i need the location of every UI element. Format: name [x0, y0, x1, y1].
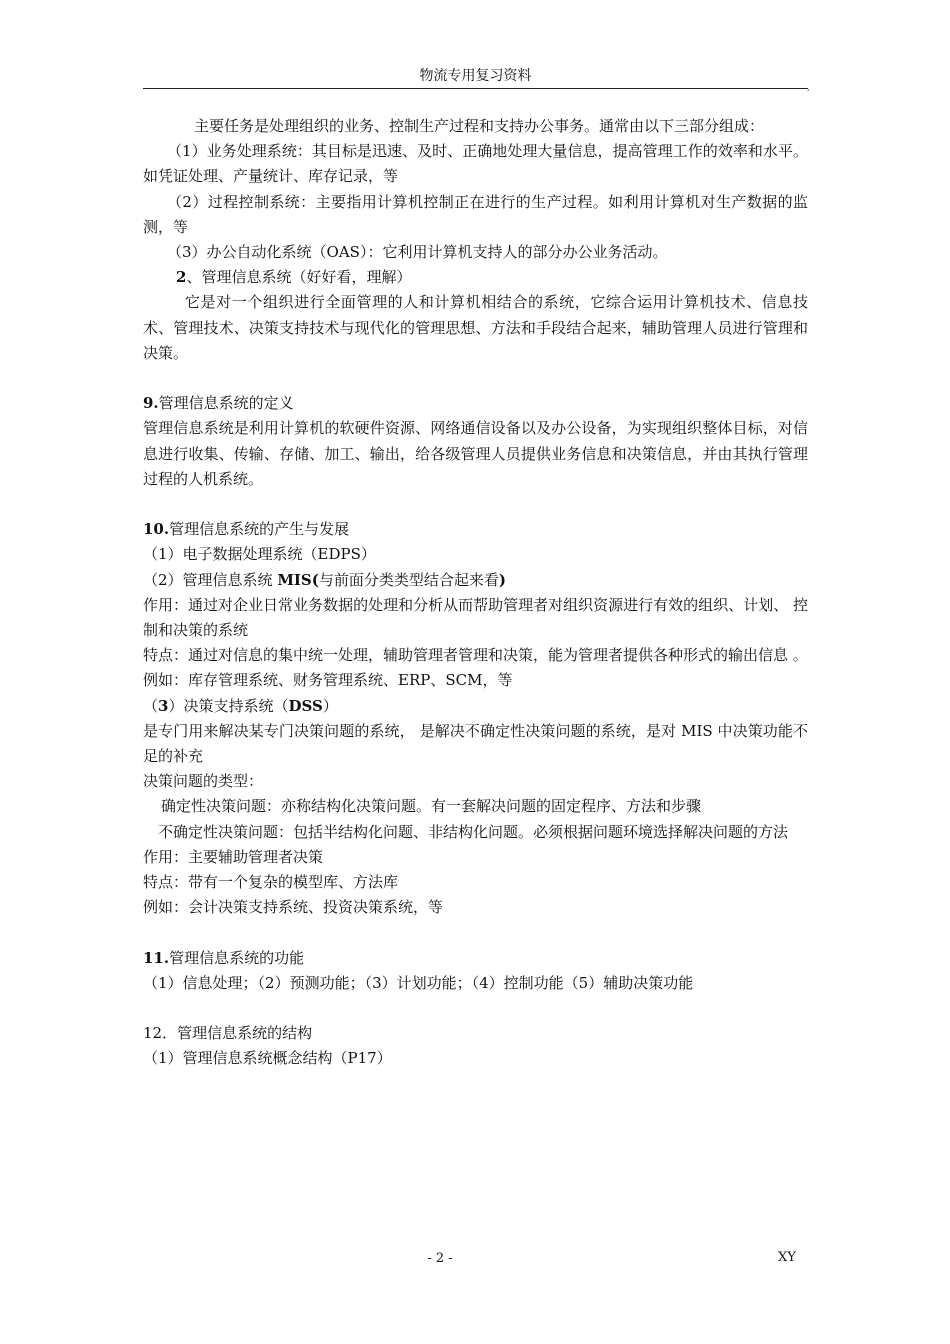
mis-heading-text: 、管理信息系统（好好看，理解）	[186, 268, 412, 287]
dss-number: 3	[158, 696, 169, 715]
document-body	[143, 114, 808, 1072]
mis2-note: 与前面分类类型结合起来看	[318, 570, 499, 589]
spacer	[143, 492, 808, 517]
mis-description: 它是对一个组织进行全面管理的人和计算机相结合的系统，它综合运用计算机技术、信息技术、管理技术、决策支持技术与现代化的管理思想、方法和手段结合起来，辅助管理人员进行管理和决策。	[143, 293, 808, 362]
section-9-heading	[143, 391, 808, 416]
header-mark: ,	[807, 83, 810, 93]
dss-close: ）	[322, 696, 338, 715]
footer-initials: XY	[778, 1250, 796, 1265]
dss-prefix: （	[143, 696, 159, 715]
section-9-number: 9.	[143, 394, 159, 413]
spacer	[143, 366, 808, 391]
mis2-close: )	[498, 570, 506, 589]
dss-role: 作用：主要辅助管理者决策	[143, 847, 324, 866]
section-9-title: 管理信息系统的定义	[158, 394, 294, 413]
mis-feature: 特点：通过对信息的集中统一处理，辅助管理者管理和决策，能为管理者提供各种形式的输出信息 。	[143, 646, 808, 665]
dss-type-unstructured: 不确定性决策问题：包括半结构化问题、非结构化问题。必须根据问题环境选择解决问题的方法	[158, 822, 789, 841]
section-11-heading	[143, 946, 808, 971]
mis2-prefix: （2）管理信息系统	[143, 570, 278, 589]
section-10-title: 管理信息系统的产生与发展	[169, 520, 350, 539]
dss-example: 例如：会计决策支持系统、投资决策系统，等	[143, 898, 444, 917]
dss-mid: ）决策支持系统（	[168, 696, 289, 715]
dss-description: 是专门用来解决某专门决策问题的系统， 是解决不确定性决策问题的系统，是对 MIS 中决策功能不足的补充	[143, 721, 808, 766]
dss-feature: 特点：带有一个复杂的模型库、方法库	[143, 873, 399, 892]
mis2-line	[143, 568, 808, 593]
pcs-paragraph: （2）过程控制系统：主要指用计算机控制正在进行的生产过程。如利用计算机对生产数据的监测，等	[143, 192, 808, 236]
spacer	[143, 996, 808, 1021]
spacer	[143, 920, 808, 945]
edps-line: （1）电子数据处理系统（EDPS）	[143, 545, 376, 564]
page-number: - 2 -	[427, 1251, 453, 1266]
dss-types-label: 决策问题的类型：	[143, 772, 264, 791]
section-12-item-1: （1）管理信息系统概念结构（P17）	[143, 1049, 392, 1068]
mis-heading-number: 2	[176, 268, 187, 287]
section-11-body: （1）信息处理；（2）预测功能；（3）计划功能；（4）控制功能（5）辅助决策功能	[143, 973, 694, 992]
section-11-title: 管理信息系统的功能	[169, 948, 305, 967]
page-header: 物流专用复习资料	[419, 68, 532, 84]
mis-role: 作用：通过对企业日常业务数据的处理和分析从而帮助管理者对组织资源进行有效的组织、计划、 控制和决策的系统	[143, 595, 808, 640]
section-11-number: 11.	[143, 948, 170, 967]
mis-example: 例如：库存管理系统、财务管理系统、ERP、SCM，等	[143, 671, 513, 690]
dss-abbr: DSS	[288, 696, 323, 715]
mis-heading	[143, 265, 808, 290]
section-9-body: 管理信息系统是利用计算机的软硬件资源、网络通信设备以及办公设备，为实现组织整体目标，对信息进行收集、传输、存储、加工、输出，给各级管理人员提供业务信息和决策信息，并由其执行管理过程的人机系统。	[143, 419, 808, 488]
section-10-heading	[143, 517, 808, 542]
mis2-abbr: MIS(	[277, 570, 319, 589]
dss-type-structured: 确定性决策问题：亦称结构化决策问题。有一套解决问题的固定程序、方法和步骤	[161, 797, 702, 816]
dss-line	[143, 694, 808, 719]
section-12-heading: 12．管理信息系统的结构	[143, 1024, 313, 1043]
intro-paragraph: 主要任务是处理组织的业务、控制生产过程和支持办公事务。通常由以下三部分组成：	[194, 117, 765, 135]
tps-paragraph: （1）业务处理系统：其目标是迅速、及时、正确地处理大量信息，提高管理工作的效率和水平。如凭证处理、产量统计、库存记录，等	[143, 142, 808, 186]
header-rule	[143, 88, 808, 89]
section-10-number: 10.	[143, 520, 170, 539]
oas-paragraph: （3）办公自动化系统（OAS）：它利用计算机支持人的部分办公业务活动。	[167, 243, 668, 262]
